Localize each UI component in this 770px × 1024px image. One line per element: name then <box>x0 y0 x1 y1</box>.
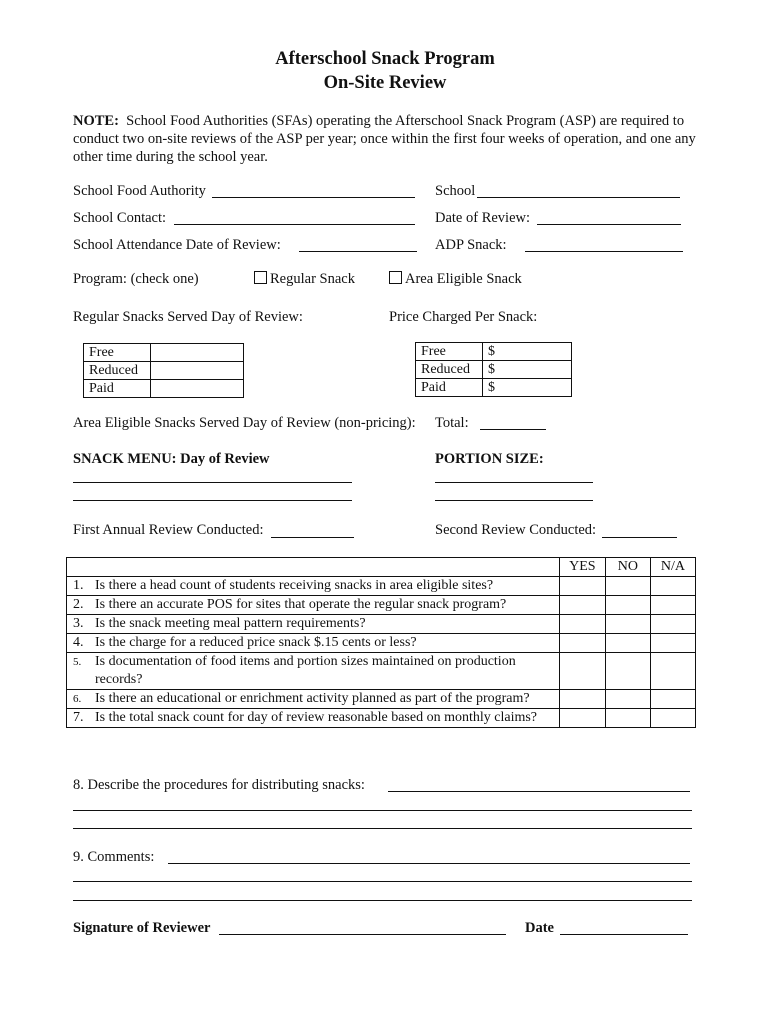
served-row-label: Free <box>84 344 151 362</box>
adp-snack-field[interactable] <box>525 251 683 252</box>
q8-field-line-2[interactable] <box>73 810 692 811</box>
price-value-cell[interactable]: $ <box>483 361 572 379</box>
served-table <box>83 343 244 398</box>
no-cell[interactable] <box>605 577 650 596</box>
yes-cell[interactable] <box>559 577 605 596</box>
snack-menu-label: SNACK MENU: Day of Review <box>73 451 270 467</box>
checklist-row <box>67 596 696 615</box>
snack-menu-line-1[interactable] <box>73 482 352 483</box>
question-number: 6. <box>73 693 82 705</box>
served-count-cell[interactable] <box>151 344 244 362</box>
question-text: Is there a head count of students receiving snacks in area eligible sites? <box>95 578 494 593</box>
yes-cell[interactable] <box>559 634 605 653</box>
na-cell[interactable] <box>650 690 695 709</box>
question-number: 5. <box>73 656 82 668</box>
served-row-reduced <box>84 362 244 380</box>
price-table <box>415 342 572 397</box>
total-field[interactable] <box>480 429 546 430</box>
date-of-review-label: Date of Review: <box>435 210 531 226</box>
q9-label: 9. Comments: <box>73 849 155 865</box>
first-review-label: First Annual Review Conducted: <box>73 522 264 538</box>
adp-snack-label: ADP Snack: <box>435 237 507 253</box>
note-text: School Food Authorities (SFAs) operating the Afterschool Snack Program (ASP) are required to conduct two on-site reviews of the ASP per year; once within the first four weeks of operation, and one any other time during the school year. <box>73 113 696 165</box>
portion-size-line-1[interactable] <box>435 482 593 483</box>
price-row-paid <box>416 379 572 397</box>
no-header: NO <box>605 558 650 577</box>
na-header: N/A <box>650 558 695 577</box>
na-cell[interactable] <box>650 596 695 615</box>
served-row-label: Paid <box>84 380 151 398</box>
no-cell[interactable] <box>605 653 650 690</box>
na-cell[interactable] <box>650 709 695 728</box>
no-cell[interactable] <box>605 634 650 653</box>
attendance-field[interactable] <box>299 251 417 252</box>
price-row-reduced <box>416 361 572 379</box>
portion-size-label: PORTION SIZE: <box>435 451 544 467</box>
school-field[interactable] <box>477 197 680 198</box>
yes-cell[interactable] <box>559 709 605 728</box>
q9-field-line-2[interactable] <box>73 881 692 882</box>
question-number: 4. <box>73 635 84 650</box>
date-field[interactable] <box>560 934 688 935</box>
total-label: Total: <box>435 415 469 431</box>
regular-snack-label: Regular Snack <box>270 271 355 287</box>
na-cell[interactable] <box>650 615 695 634</box>
portion-size-line-2[interactable] <box>435 500 593 501</box>
no-cell[interactable] <box>605 690 650 709</box>
no-cell[interactable] <box>605 709 650 728</box>
question-number: 3. <box>73 616 84 631</box>
q9-field-line-1[interactable] <box>168 863 690 864</box>
no-cell[interactable] <box>605 615 650 634</box>
school-label: School <box>435 183 476 199</box>
second-review-label: Second Review Conducted: <box>435 522 597 538</box>
price-row-free <box>416 343 572 361</box>
form-subtitle: On-Site Review <box>323 73 447 93</box>
area-eligible-label: Area Eligible Snack <box>405 271 522 287</box>
price-value-cell[interactable]: $ <box>483 379 572 397</box>
area-eligible-served-label: Area Eligible Snacks Served Day of Review (non-pricing): <box>73 415 416 431</box>
attendance-label: School Attendance Date of Review: <box>73 237 281 253</box>
served-row-paid <box>84 380 244 398</box>
note-paragraph <box>73 112 705 166</box>
signature-field[interactable] <box>219 934 506 935</box>
question-text: Is the charge for a reduced price snack $.15 cents or less? <box>95 635 417 650</box>
question-text: Is there an accurate POS for sites that operate the regular snack program? <box>95 597 507 612</box>
school-contact-field[interactable] <box>174 224 415 225</box>
program-label: Program: (check one) <box>73 271 199 287</box>
checklist-header-blank <box>67 558 560 577</box>
yes-cell[interactable] <box>559 596 605 615</box>
served-row-free <box>84 344 244 362</box>
snack-menu-line-2[interactable] <box>73 500 352 501</box>
q8-field-line-1[interactable] <box>388 791 690 792</box>
served-count-cell[interactable] <box>151 362 244 380</box>
price-row-label: Paid <box>416 379 483 397</box>
q9-field-line-3[interactable] <box>73 900 692 901</box>
checklist-row <box>67 577 696 596</box>
regular-snack-checkbox[interactable] <box>254 271 267 284</box>
checklist-header-row <box>67 558 696 577</box>
date-of-review-field[interactable] <box>537 224 681 225</box>
sfa-field[interactable] <box>212 197 415 198</box>
area-eligible-option[interactable] <box>389 271 522 288</box>
na-cell[interactable] <box>650 577 695 596</box>
regular-snack-option[interactable] <box>254 271 355 288</box>
price-charged-label: Price Charged Per Snack: <box>389 309 538 325</box>
checklist-row <box>67 634 696 653</box>
price-row-label: Reduced <box>416 361 483 379</box>
note-label: NOTE: <box>73 113 119 129</box>
first-review-field[interactable] <box>271 537 354 538</box>
checklist-row <box>67 653 696 690</box>
yes-cell[interactable] <box>559 653 605 690</box>
price-row-label: Free <box>416 343 483 361</box>
question-text: Is the total snack count for day of review reasonable based on monthly claims? <box>95 710 538 725</box>
question-text: Is the snack meeting meal pattern requirements? <box>95 616 366 631</box>
review-checklist <box>66 557 696 728</box>
served-count-cell[interactable] <box>151 380 244 398</box>
yes-header: YES <box>559 558 605 577</box>
no-cell[interactable] <box>605 596 650 615</box>
served-row-label: Reduced <box>84 362 151 380</box>
question-number: 7. <box>73 710 84 725</box>
yes-cell[interactable] <box>559 615 605 634</box>
date-label: Date <box>525 920 554 936</box>
price-value-cell[interactable]: $ <box>483 343 572 361</box>
checklist-row <box>67 615 696 634</box>
question-number: 2. <box>73 597 84 612</box>
school-contact-label: School Contact: <box>73 210 167 226</box>
na-cell[interactable] <box>650 634 695 653</box>
checklist-row <box>67 709 696 728</box>
na-cell[interactable] <box>650 653 695 690</box>
question-text: Is there an educational or enrichment activity planned as part of the program? <box>95 691 530 706</box>
checklist-row <box>67 690 696 709</box>
second-review-field[interactable] <box>602 537 677 538</box>
form-title: Afterschool Snack Program <box>275 49 495 69</box>
sfa-label: School Food Authority <box>73 183 206 199</box>
signature-label: Signature of Reviewer <box>73 920 211 936</box>
regular-served-label: Regular Snacks Served Day of Review: <box>73 309 303 325</box>
question-text: Is documentation of food items and portion sizes maintained on production records? <box>95 654 516 687</box>
area-eligible-checkbox[interactable] <box>389 271 402 284</box>
question-number: 1. <box>73 578 84 593</box>
yes-cell[interactable] <box>559 690 605 709</box>
q8-label: 8. Describe the procedures for distributing snacks: <box>73 777 365 793</box>
q8-field-line-3[interactable] <box>73 828 692 829</box>
